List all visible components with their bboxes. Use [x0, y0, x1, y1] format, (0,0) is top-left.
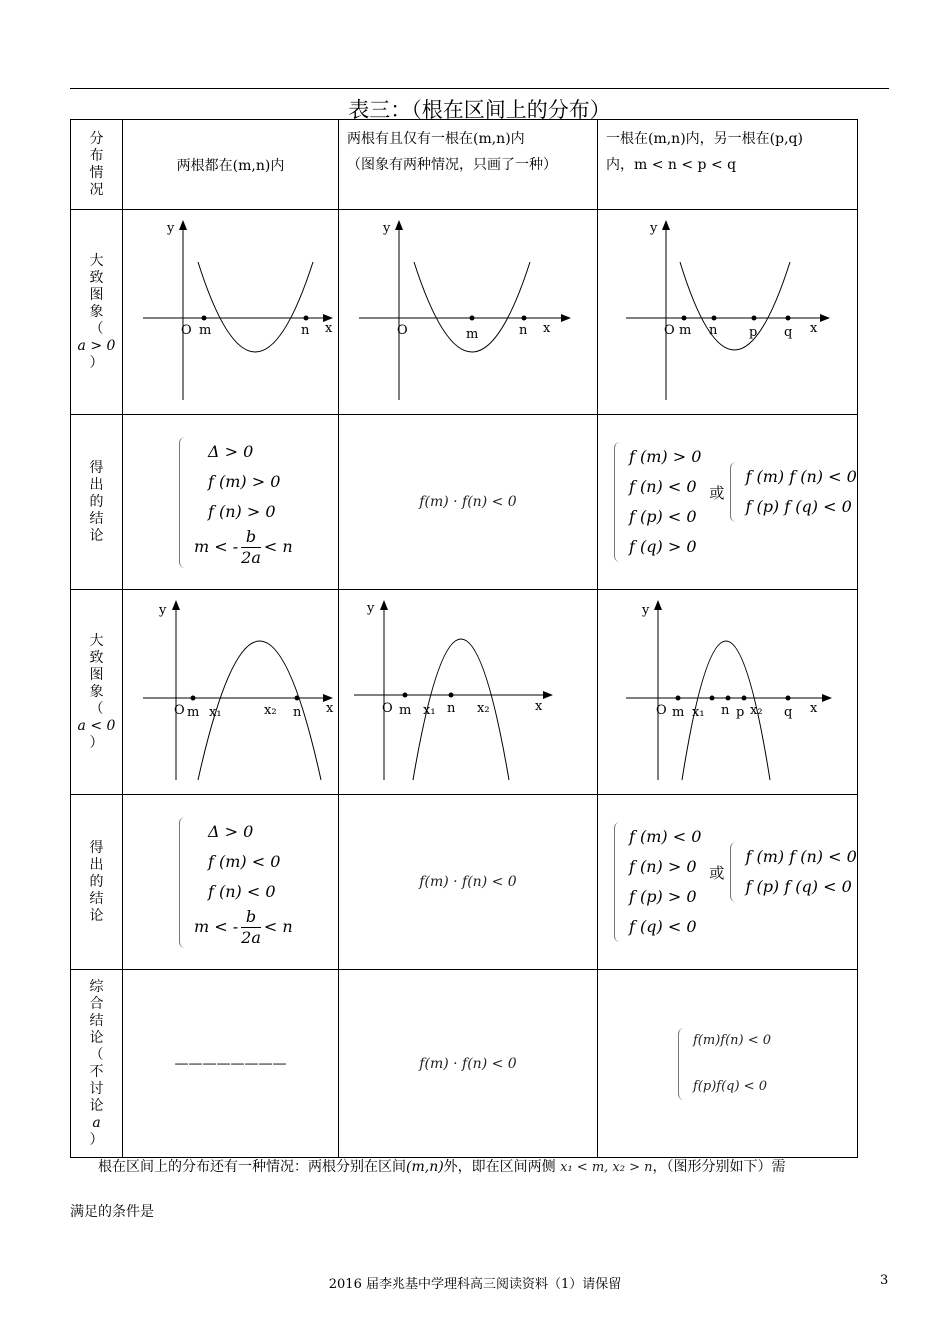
row-label-conclusion-positive: 得 出 的 结 论: [71, 415, 123, 590]
parabola-up-graph-3: [598, 210, 858, 410]
header-row: [71, 120, 858, 210]
svg-text:O: O: [181, 323, 192, 338]
top-rule: [70, 88, 889, 89]
svg-text:y: y: [383, 221, 391, 236]
svg-text:O: O: [382, 701, 393, 716]
graph-neg-two: [598, 590, 858, 795]
svg-text:m: m: [187, 705, 200, 720]
svg-text:O: O: [174, 703, 185, 718]
graph-row-positive: [71, 210, 858, 415]
parabola-up-graph-1: [123, 210, 339, 410]
graph-neg-both: [123, 590, 339, 795]
svg-text:x: x: [810, 701, 818, 716]
header-both-roots: 两根都在(m,n)内: [123, 120, 339, 210]
row-label-summary: 综 合 结 论 （ 不 讨 论 a ）: [71, 970, 123, 1158]
svg-text:n: n: [721, 703, 730, 718]
row-label-graph-positive: 大 致 图 象 （ a > 0 ）: [71, 210, 123, 415]
svg-text:m: m: [679, 323, 692, 338]
summary-one: f(m) · f(n) < 0: [339, 970, 598, 1158]
svg-text:m: m: [199, 323, 212, 338]
svg-text:n: n: [293, 705, 302, 720]
svg-text:O: O: [664, 323, 675, 338]
page-number: 3: [880, 1273, 889, 1288]
svg-text:x: x: [325, 321, 333, 336]
table-title: 表三：（根在区间上的分布）: [348, 98, 611, 122]
summary-both: ————————: [123, 970, 339, 1158]
svg-text:p: p: [736, 705, 745, 720]
page-footer: 2016 届李兆基中学理科高三阅读资料（1）请保留: [328, 1277, 622, 1292]
svg-text:n: n: [709, 323, 718, 338]
svg-text:x₂: x₂: [750, 703, 763, 718]
svg-text:q: q: [784, 325, 793, 340]
svg-text:x: x: [543, 321, 551, 336]
svg-text:x: x: [810, 321, 818, 336]
conclusion-neg-two: f (m) < 0 f (n) > 0 f (p) > 0 f (q) < 0 或 f (m) f (n) < 0 f (p) f (q) < 0: [598, 795, 858, 970]
graph-neg-one: [339, 590, 598, 795]
summary-row: [71, 970, 858, 1158]
conclusion-pos-both: Δ > 0 f (m) > 0 f (n) > 0 m < - $\frac{b}{2a}$ < n: [123, 415, 339, 590]
svg-text:O: O: [397, 323, 408, 338]
conclusion-neg-both: Δ > 0 f (m) < 0 f (n) < 0 m < - $\frac{b}{2a}$ < n: [123, 795, 339, 970]
svg-text:y: y: [159, 603, 167, 618]
graph-pos-one: [339, 210, 598, 415]
svg-text:y: y: [167, 221, 175, 236]
svg-text:y: y: [367, 601, 375, 616]
svg-text:x: x: [326, 701, 334, 716]
footnote-line-1: 根在区间上的分布还有一种情况：两根分别在区间(m,n)外，即在区间两侧 x₁ < m, x₂ > n，（图形分别如下）需: [98, 1159, 786, 1175]
svg-text:m: m: [399, 703, 412, 718]
svg-text:x₁: x₁: [692, 705, 705, 720]
conclusion-row-negative: [71, 795, 858, 970]
svg-text:x: x: [535, 699, 543, 714]
header-one-root: 两根有且仅有一根在(m,n)内 （图象有两种情况，只画了一种）: [339, 120, 598, 210]
graph-row-negative: [71, 590, 858, 795]
footnote-line-2: 满足的条件是: [70, 1204, 154, 1220]
svg-text:m: m: [672, 705, 685, 720]
svg-text:O: O: [656, 703, 667, 718]
svg-text:x₁: x₁: [209, 705, 222, 720]
svg-text:y: y: [650, 221, 658, 236]
conclusion-pos-two: f (m) > 0 f (n) < 0 f (p) < 0 f (q) > 0 或 f (m) f (n) < 0 f (p) f (q) < 0: [598, 415, 858, 590]
svg-text:n: n: [519, 323, 528, 338]
parabola-down-graph-2: [339, 590, 598, 790]
svg-text:x₂: x₂: [477, 701, 490, 716]
row-label-graph-negative: 大 致 图 象 （ a < 0 ）: [71, 590, 123, 795]
svg-text:n: n: [447, 701, 456, 716]
svg-text:x₁: x₁: [423, 703, 436, 718]
graph-pos-two: [598, 210, 858, 415]
summary-two: f(m)f(n) < 0 f(p)f(q) < 0: [598, 970, 858, 1158]
svg-text:m: m: [466, 327, 479, 342]
svg-text:n: n: [301, 323, 310, 338]
svg-text:q: q: [784, 705, 793, 720]
conclusion-neg-one: f(m) · f(n) < 0: [339, 795, 598, 970]
root-distribution-table: [70, 119, 858, 1158]
parabola-up-graph-2: [339, 210, 598, 410]
header-two-intervals: 一根在(m,n)内，另一根在(p,q) 内，m < n < p < q: [598, 120, 858, 210]
parabola-down-graph-3: [598, 590, 858, 790]
graph-pos-both: [123, 210, 339, 415]
row-label-distribution: 分 布 情 况: [71, 120, 123, 210]
conclusion-row-positive: [71, 415, 858, 590]
svg-text:x₂: x₂: [264, 703, 277, 718]
parabola-down-graph-1: [123, 590, 339, 790]
svg-text:p: p: [749, 325, 758, 340]
row-label-conclusion-negative: 得 出 的 结 论: [71, 795, 123, 970]
svg-text:y: y: [642, 603, 650, 618]
conclusion-pos-one: f(m) · f(n) < 0: [339, 415, 598, 590]
